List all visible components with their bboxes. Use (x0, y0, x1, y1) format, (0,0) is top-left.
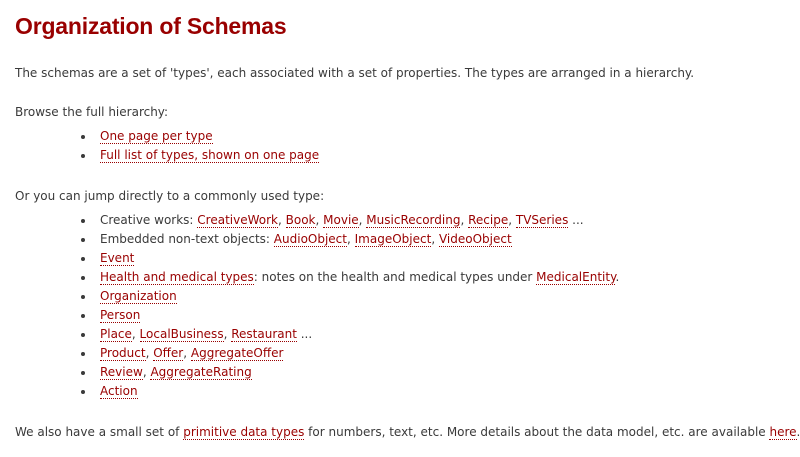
separator: , (223, 327, 232, 341)
organization-link[interactable]: Organization (100, 289, 177, 303)
separator: , (460, 213, 469, 227)
separator: , (142, 365, 151, 379)
list-item-action (81, 384, 619, 403)
bullet-icon (81, 390, 85, 394)
musicrecording-link[interactable]: MusicRecording (366, 213, 461, 227)
bullet-icon (81, 333, 85, 337)
list-item (81, 129, 319, 148)
period: . (796, 425, 800, 439)
ellipsis: ... (568, 213, 584, 227)
recipe-link[interactable]: Recipe (468, 213, 509, 227)
bullet-icon (81, 295, 85, 299)
event-link[interactable]: Event (100, 251, 135, 265)
browse-list (81, 129, 319, 167)
list-item-product (81, 346, 619, 365)
creative-works-label: Creative works: (100, 213, 198, 227)
restaurant-link[interactable]: Restaurant (231, 327, 297, 341)
intro-paragraph: The schemas are a set of 'types', each associated with a set of properties. The types are arranged in a hierarchy. (15, 66, 695, 80)
bullet-icon (81, 154, 85, 158)
videoobject-link[interactable]: VideoObject (438, 232, 512, 246)
bullet-icon (81, 371, 85, 375)
creativework-link[interactable]: CreativeWork (197, 213, 278, 227)
audioobject-link[interactable]: AudioObject (273, 232, 347, 246)
footer-paragraph (15, 425, 800, 440)
movie-link[interactable]: Movie (323, 213, 359, 227)
types-list (81, 213, 619, 403)
bullet-icon (81, 135, 85, 139)
place-link[interactable]: Place (100, 327, 132, 341)
medicalentity-link[interactable]: MedicalEntity (536, 270, 616, 284)
health-medical-link[interactable]: Health and medical types (100, 270, 254, 284)
tvseries-link[interactable]: TVSeries (515, 213, 569, 227)
list-item-review (81, 365, 619, 384)
here-link[interactable]: here (769, 425, 797, 439)
bullet-icon (81, 219, 85, 223)
separator: , (183, 346, 191, 360)
person-link[interactable]: Person (100, 308, 141, 322)
one-page-per-type-link[interactable]: One page per type (100, 129, 213, 143)
health-note: : notes on the health and medical types under (253, 270, 537, 284)
bullet-icon (81, 238, 85, 242)
list-item-organization (81, 289, 619, 308)
bullet-icon (81, 257, 85, 261)
list-item-embedded (81, 232, 619, 251)
separator: , (277, 213, 286, 227)
aggregaterating-link[interactable]: AggregateRating (150, 365, 252, 379)
list-item-event (81, 251, 619, 270)
offer-link[interactable]: Offer (153, 346, 184, 360)
separator: , (315, 213, 324, 227)
page-title: Organization of Schemas (15, 13, 287, 39)
action-link[interactable]: Action (100, 384, 138, 398)
primitive-data-types-link[interactable]: primitive data types (183, 425, 305, 439)
review-link[interactable]: Review (100, 365, 143, 379)
separator: , (347, 232, 355, 246)
bullet-icon (81, 314, 85, 318)
list-item-person (81, 308, 619, 327)
separator: , (508, 213, 516, 227)
aggregateoffer-link[interactable]: AggregateOffer (190, 346, 284, 360)
jump-label: Or you can jump directly to a commonly used type: (15, 189, 325, 203)
bullet-icon (81, 352, 85, 356)
localbusiness-link[interactable]: LocalBusiness (139, 327, 224, 341)
browse-label: Browse the full hierarchy: (15, 105, 169, 119)
footer-text: for numbers, text, etc. More details about the data model, etc. are available (304, 425, 770, 439)
ellipsis: ... (296, 327, 313, 341)
separator: , (431, 232, 439, 246)
book-link[interactable]: Book (285, 213, 316, 227)
full-list-link[interactable]: Full list of types, shown on one page (100, 148, 320, 162)
separator: , (131, 327, 140, 341)
separator: , (358, 213, 367, 227)
list-item-place (81, 327, 619, 346)
imageobject-link[interactable]: ImageObject (354, 232, 432, 246)
embedded-label: Embedded non-text objects: (100, 232, 274, 246)
list-item-creative-works (81, 213, 619, 232)
bullet-icon (81, 276, 85, 280)
product-link[interactable]: Product (100, 346, 146, 360)
separator: , (145, 346, 154, 360)
list-item (81, 148, 319, 167)
period: . (615, 270, 620, 284)
footer-text: We also have a small set of (15, 425, 184, 439)
list-item-health (81, 270, 619, 289)
